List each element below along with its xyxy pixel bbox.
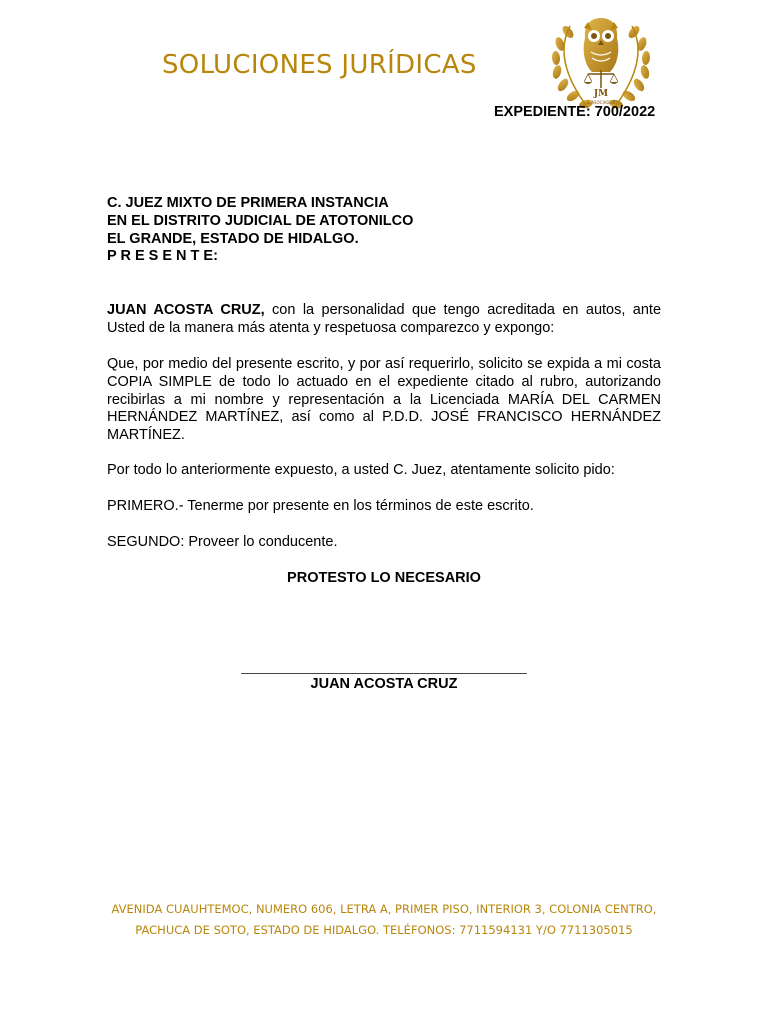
- intro-text: con la personalidad que tengo acreditada en autos, ante Usted de la manera más atenta y respetuosa comparezco y expongo:: [107, 302, 662, 336]
- footer-line: PACHUCA DE SOTO, ESTADO DE HIDALGO. TELÉFONOS: 7711594131 Y/O 7711305015: [135, 922, 633, 937]
- addressee-line: EL GRANDE, ESTADO DE HIDALGO.: [107, 230, 359, 247]
- petitioner-name: JUAN ACOSTA CRUZ,: [107, 302, 265, 318]
- logo-caption: & ASOCIADOS: [586, 100, 616, 105]
- signature-line: [241, 673, 527, 674]
- owl-laurel-logo-icon: [548, 10, 654, 112]
- protesto-heading: PROTESTO LO NECESARIO: [287, 570, 481, 586]
- footer-address: [60, 899, 708, 940]
- addressee-line: P R E S E N T E:: [107, 248, 218, 265]
- petition-second: SEGUNDO: Proveer lo conducente.: [107, 534, 338, 550]
- addressee-line: EN EL DISTRITO JUDICIAL DE ATOTONILCO: [107, 212, 414, 229]
- conclusion-paragraph: Por todo lo anteriormente expuesto, a usted C. Juez, atentamente solicito pido:: [107, 462, 615, 478]
- firm-name: SOLUCIONES JURÍDICAS: [162, 50, 477, 80]
- intro-paragraph: [107, 302, 661, 338]
- addressee-line: C. JUEZ MIXTO DE PRIMERA INSTANCIA: [107, 195, 389, 211]
- signer-name: JUAN ACOSTA CRUZ: [310, 676, 458, 692]
- footer-line: AVENIDA CUAUHTEMOC, NUMERO 606, LETRA A, PRIMER PISO, INTERIOR 3, COLONIA CENTRO,: [111, 902, 657, 916]
- logo-monogram: JM: [593, 89, 609, 99]
- request-paragraph: Que, por medio del presente escrito, y por así requerirlo, solicito se expida a mi costa COPIA SIMPLE de todo lo actuado en el expediente citado al rubro, autorizando recibirlas a mi nombre y representación a la Licenciada MARÍA DEL CARMEN HERNÁNDEZ MARTÍNEZ, así como al P.D.D. JOSÉ FRANCISCO HERNÁNDEZ MARTÍNEZ.: [107, 356, 661, 444]
- addressee-block: [107, 195, 413, 266]
- case-number: EXPEDIENTE: 700/2022: [494, 104, 656, 120]
- petition-first: PRIMERO.- Tenerme por presente en los términos de este escrito.: [107, 498, 534, 514]
